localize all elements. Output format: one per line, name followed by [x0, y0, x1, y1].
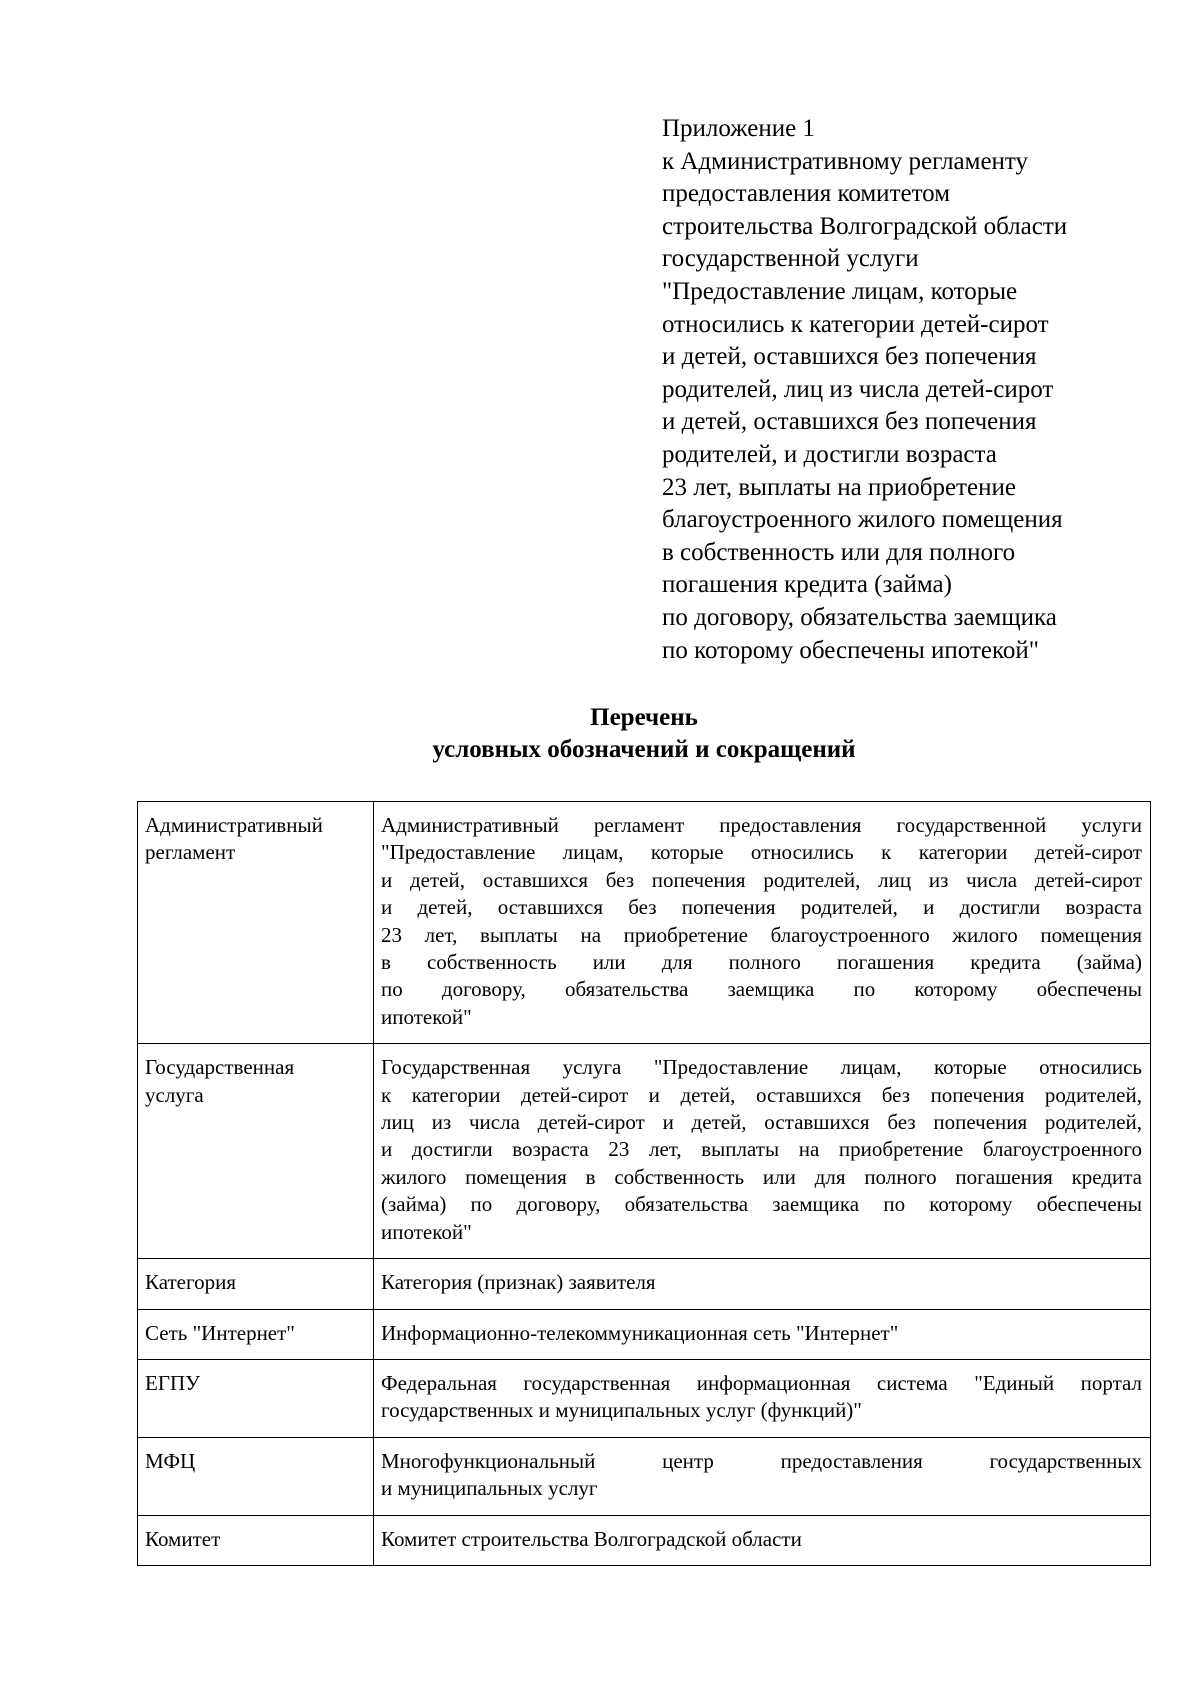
header-line: относились к категории детей-сирот: [662, 310, 1049, 338]
definition-line: по договору, обязательства заемщика по которому обеспечены: [381, 977, 1142, 1002]
header-line: погашения кредита (займа): [662, 571, 952, 599]
term-cell: [138, 802, 374, 1044]
definition-line: государственных и муниципальных услуг (функций)": [381, 1398, 862, 1423]
term-cell: [138, 1515, 374, 1565]
header-line: и детей, оставшихся без попечения: [662, 408, 1037, 436]
term-line: Сеть "Интернет": [145, 1320, 295, 1345]
table-row: [138, 1044, 1151, 1259]
definition-cell: [374, 1437, 1151, 1515]
term-line: Комитет: [145, 1526, 221, 1551]
header-line: благоустроенного жилого помещения: [662, 506, 1063, 534]
definition-line: Комитет строительства Волгоградской области: [381, 1526, 802, 1551]
definition-line: Информационно-телекоммуникационная сеть "Интернет": [381, 1320, 899, 1345]
definition-line: Федеральная государственная информационная система "Единый портал: [381, 1370, 1142, 1395]
table-row: [138, 1515, 1151, 1565]
header-line: по которому обеспечены ипотекой": [662, 636, 1039, 664]
header-line: предоставления комитетом: [662, 180, 951, 208]
definition-line: Категория (признак) заявителя: [381, 1270, 656, 1295]
term-cell: [138, 1359, 374, 1437]
header-line: родителей, и достигли возраста: [662, 440, 997, 468]
definition-cell: [374, 1259, 1151, 1309]
term-cell: [138, 1309, 374, 1359]
definition-cell: [374, 1515, 1151, 1565]
header-line: в собственность или для полного: [662, 538, 1016, 566]
definition-line: и муниципальных услуг: [381, 1476, 598, 1501]
header-line: родителей, лиц из числа детей-сирот: [662, 375, 1054, 403]
definition-line: и детей, оставшихся без попечения родителей, лиц из числа детей-сирот: [381, 867, 1142, 892]
abbreviations-table: [137, 801, 1151, 1566]
definition-line: 23 лет, выплаты на приобретение благоустроенного жилого помещения: [381, 922, 1142, 947]
header-line: по договору, обязательства заемщика: [662, 603, 1057, 631]
table-row: [138, 1309, 1151, 1359]
header-line: строительства Волгоградской области: [662, 212, 1068, 240]
header-line: Приложение 1: [662, 115, 815, 142]
term-line: ЕГПУ: [145, 1370, 201, 1395]
header-line: государственной услуги: [662, 245, 919, 273]
term-line: Административный: [145, 813, 323, 837]
definition-line: (займа) по договору, обязательства заемщика по которому обеспечены: [381, 1192, 1142, 1217]
definition-line: и детей, оставшихся без попечения родителей, и достигли возраста: [381, 895, 1142, 920]
definition-line: Административный регламент предоставления государственной услуги: [381, 813, 1142, 837]
definition-line: лиц из числа детей-сирот и детей, оставшихся без попечения родителей,: [381, 1110, 1142, 1135]
term-cell: [138, 1259, 374, 1309]
document-title: [0, 702, 1200, 766]
title-line-1: Перечень: [590, 704, 698, 731]
appendix-header: [662, 113, 1142, 667]
header-line: и детей, оставшихся без попечения: [662, 343, 1037, 371]
definition-line: Многофункциональный центр предоставления государственных: [381, 1448, 1142, 1473]
term-cell: [138, 1437, 374, 1515]
definition-line: в собственность или для полного погашения кредита (займа): [381, 950, 1142, 975]
term-line: Категория: [145, 1270, 236, 1295]
header-line: к Административному регламенту: [662, 147, 1029, 175]
definition-line: к категории детей-сирот и детей, оставшихся без попечения родителей,: [381, 1082, 1142, 1107]
definition-cell: [374, 1359, 1151, 1437]
header-line: "Предоставление лицам, которые: [662, 277, 1018, 305]
definition-cell: [374, 802, 1151, 1044]
header-line: 23 лет, выплаты на приобретение: [662, 473, 1016, 501]
term-cell: [138, 1044, 374, 1259]
definition-line: Государственная услуга "Предоставление лицам, которые относились: [381, 1055, 1142, 1080]
definition-line: "Предоставление лицам, которые относились к категории детей-сирот: [381, 840, 1142, 865]
definition-line: и достигли возраста 23 лет, выплаты на приобретение благоустроенного: [381, 1137, 1142, 1162]
table-row: [138, 802, 1151, 1044]
definition-cell: [374, 1309, 1151, 1359]
table-row: [138, 1259, 1151, 1309]
term-line: МФЦ: [145, 1448, 196, 1473]
term-line: Государственная: [145, 1055, 295, 1080]
definition-cell: [374, 1044, 1151, 1259]
definition-line: ипотекой": [381, 1004, 472, 1029]
term-line: услуга: [145, 1082, 204, 1107]
title-line-2: условных обозначений и сокращений: [432, 736, 856, 763]
definition-line: жилого помещения в собственность или для полного погашения кредита: [381, 1164, 1142, 1189]
definition-line: ипотекой": [381, 1219, 472, 1244]
term-line: регламент: [145, 840, 236, 865]
table-row: [138, 1437, 1151, 1515]
table-row: [138, 1359, 1151, 1437]
